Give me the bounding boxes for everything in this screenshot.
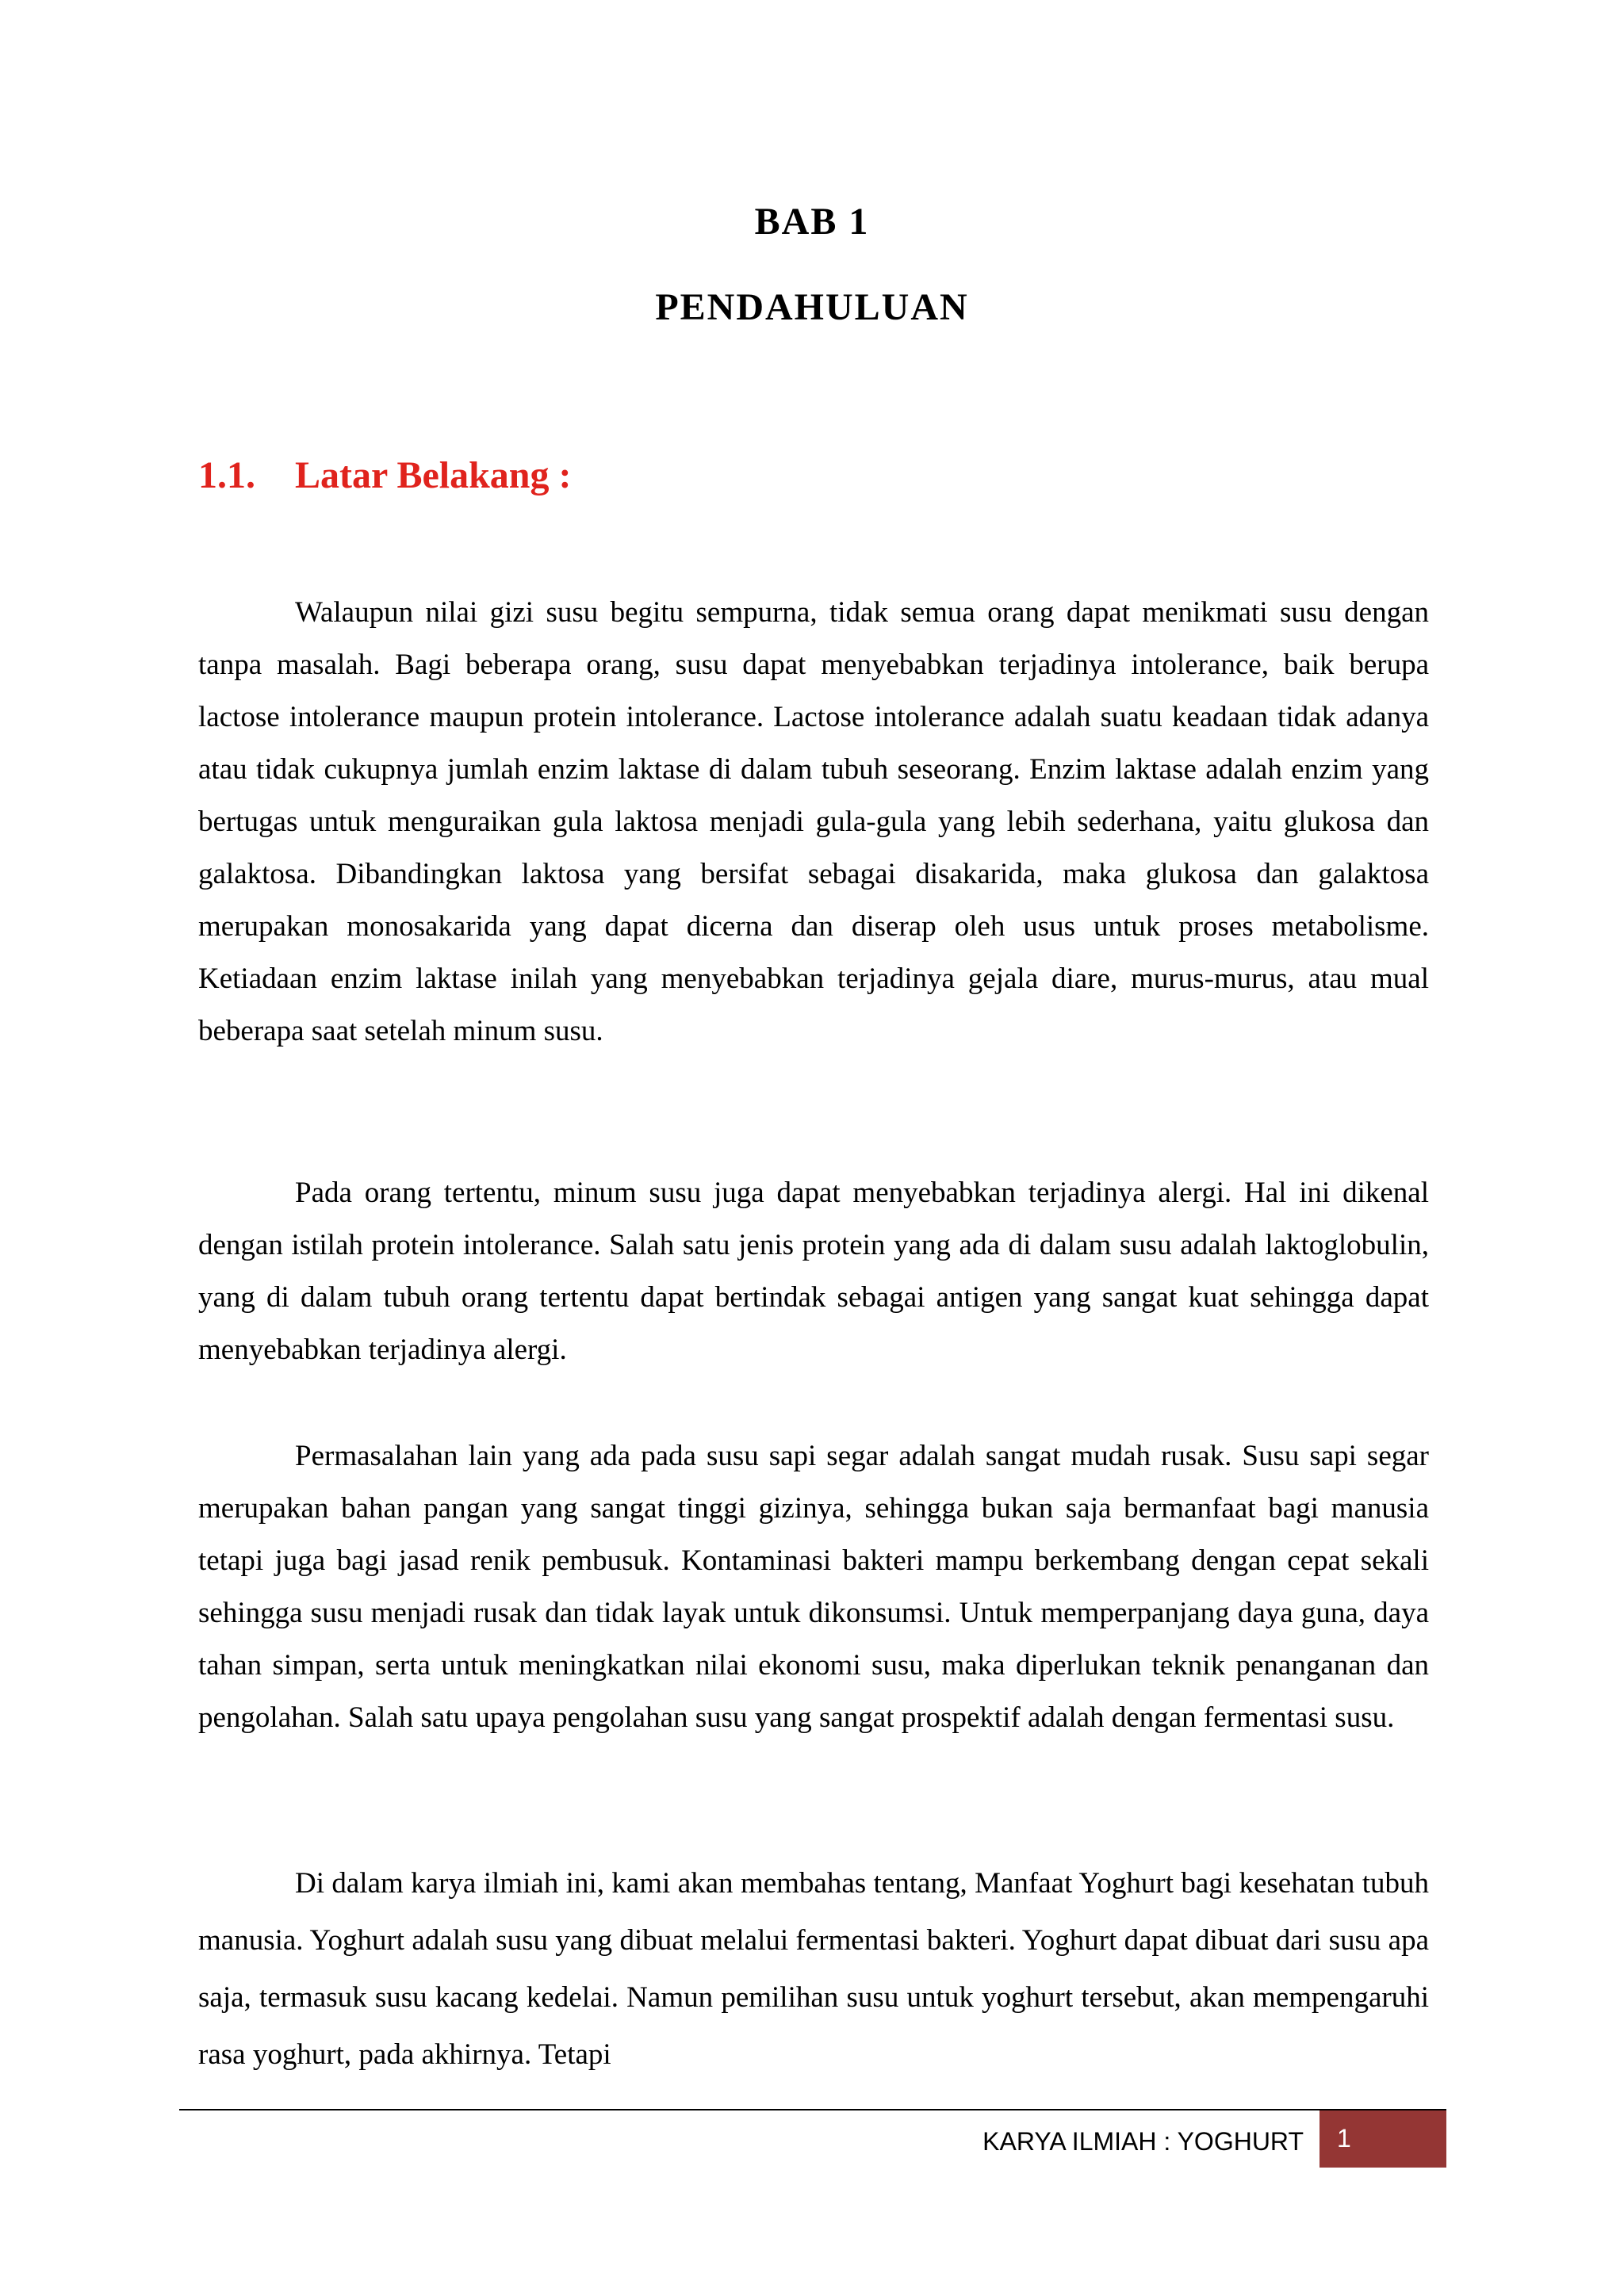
footer-page-badge — [1320, 2110, 1446, 2168]
chapter-title: PENDAHULUAN — [655, 286, 969, 328]
section-number: 1.1. — [198, 454, 255, 496]
section-title: Latar Belakang : — [295, 454, 572, 496]
section-heading — [198, 453, 571, 497]
body-paragraph-3: Permasalahan lain yang ada pada susu sapi segar adalah sangat mudah rusak. Susu sapi segar merupakan bahan pangan yang sangat tinggi gizinya, sehingga bukan saja bermanfaat bagi manusia tetapi juga bagi jasad renik pembusuk. Kontaminasi bakteri mampu berkembang dengan cepat sekali sehingga susu menjadi rusak dan tidak layak untuk dikonsumsi. Untuk memperpanjang daya guna, daya tahan simpan, serta untuk meningkatkan nilai ekonomi susu, maka diperlukan teknik penanganan dan pengolahan. Salah satu upaya pengolahan susu yang sangat prospektif adalah dengan fermentasi susu. — [198, 1440, 1429, 1734]
chapter-number: BAB 1 — [754, 201, 870, 243]
body-paragraph-2: Pada orang tertentu, minum susu juga dapat menyebabkan terjadinya alergi. Hal ini dikenal dengan istilah protein intolerance. Salah satu jenis protein yang ada di dalam susu adalah laktoglobulin, yang di dalam tubuh orang tertentu dapat bertindak sebagai antigen yang sangat kuat sehingga dapat menyebabkan terjadinya alergi. — [198, 1177, 1429, 1366]
body-paragraph-1: Walaupun nilai gizi susu begitu sempurna, tidak semua orang dapat menikmati susu dengan tanpa masalah. Bagi beberapa orang, susu dapat menyebabkan terjadinya intolerance, baik berupa lactose intolerance maupun protein intolerance. Lactose intolerance adalah suatu keadaan tidak adanya atau tidak cukupnya jumlah enzim laktase di dalam tubuh seseorang. Enzim laktase adalah enzim yang bertugas untuk menguraikan gula laktosa menjadi gula-gula yang lebih sederhana, yaitu glukosa dan galaktosa. Dibandingkan laktosa yang bersifat sebagai disakarida, maka glukosa dan galaktosa merupakan monosakarida yang dapat dicerna dan diserap oleh usus untuk proses metabolisme. Ketiadaan enzim laktase inilah yang menyebabkan terjadinya gejala diare, murus-murus, atau mual beberapa saat setelah minum susu. — [198, 596, 1429, 1047]
body-paragraph-4: Di dalam karya ilmiah ini, kami akan membahas tentang, Manfaat Yoghurt bagi kesehatan tubuh manusia. Yoghurt adalah susu yang dibuat melalui fermentasi bakteri. Yoghurt dapat dibuat dari susu apa saja, termasuk susu kacang kedelai. Namun pemilihan susu untuk yoghurt tersebut, akan mempengaruhi rasa yoghurt, pada akhirnya. Tetapi — [198, 1867, 1429, 2071]
footer-divider — [179, 2109, 1446, 2110]
footer-title: KARYA ILMIAH : YOGHURT — [982, 2127, 1304, 2156]
page-number: 1 — [1337, 2124, 1351, 2152]
